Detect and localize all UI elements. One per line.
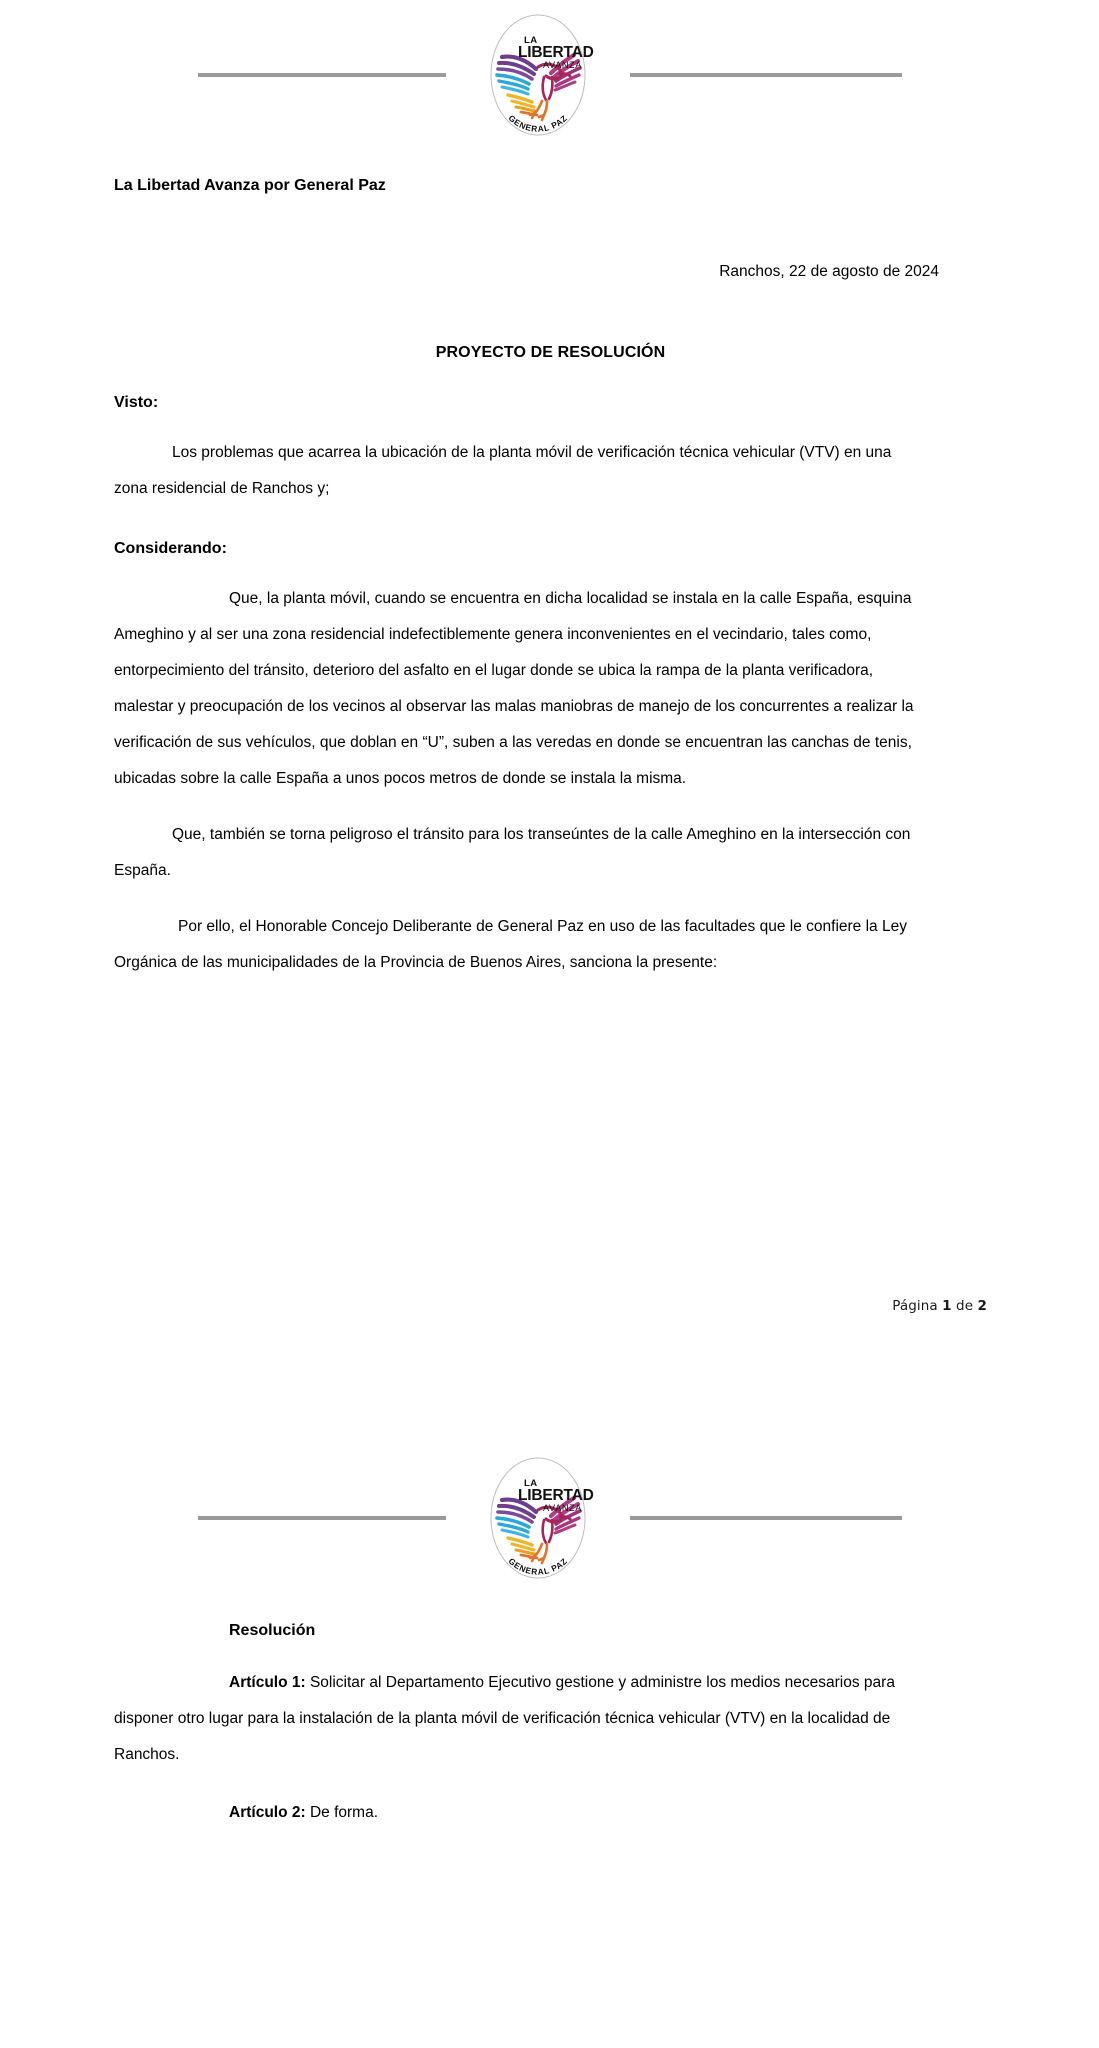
article-1-label: Artículo 1: [229,1674,306,1691]
section-label-considerando: Considerando: [114,540,227,557]
logo-text-la-page2: LA [523,1478,537,1489]
page-2-header [0,1375,1099,1575]
logo-text-la: LA [523,35,537,46]
footer-prefix: Página [892,1298,943,1314]
article-2-text: De forma. [305,1804,379,1821]
article-1 [114,1665,914,1773]
logo-text-avanza-page2: AVANZA [542,1503,582,1513]
document-page-2 [0,1375,1099,2048]
page-2-body [0,1619,1099,1831]
considerando-paragraph-2: Que, también se torna peligroso el tránsito para los transeúntes de la calle Ameghino en la intersección con España. [114,826,911,879]
article-1-text: Solicitar al Departamento Ejecutivo gestione y administre los medios necesarios para disponer otro lugar para la instalación de la planta móvil de verificación técnica vehicular (VTV) en la localidad de Ranchos. [114,1674,895,1763]
logo-text-general-paz: GENERAL PAZ [506,112,569,134]
visto-paragraph: Los problemas que acarrea la ubicación de la planta móvil de verificación técnica vehicular (VTV) en una zona residencial de Ranchos y; [114,444,892,497]
page-title: PROYECTO DE RESOLUCIÓN [435,344,666,361]
article-2 [114,1795,914,1831]
lla-general-paz-logo-icon [468,11,608,139]
footer-current-page: 1 [942,1298,952,1314]
header-rule-right [630,73,902,77]
header-rule-left [198,73,446,77]
logo-text-general-paz-page2: GENERAL PAZ [506,1555,569,1577]
logo-text-libertad: LIBERTAD [517,44,594,61]
page-1-header [0,0,1099,132]
organization-title: La Libertad Avanza por General Paz [114,177,386,194]
considerando-paragraph-1: Que, la planta móvil, cuando se encuentra en dicha localidad se instala en la calle España, esquina Ameghino y al ser una zona residencial indefectiblemente genera inconvenientes en el vecindario, tales como, entorpecimiento del tránsito, deterioro del asfalto en el lugar donde se ubica la rampa de la planta verificadora, malestar y preocupación de los vecinos al observar las malas maniobras de manejo de los concurrentes a realizar la verificación de sus vehículos, que doblan en “U”, suben a las veredas en donde se encuentran las canchas de tenis, ubicadas sobre la calle España a unos pocos metros de donde se instala la misma. [114,590,914,787]
logo-text-avanza: AVANZA [542,60,582,70]
footer-total-pages: 2 [977,1298,987,1314]
considerando-paragraph-3: Por ello, el Honorable Concejo Deliberante de General Paz en uso de las facultades que le confiere la Ley Orgánica de las municipalidades de la Provincia de Buenos Aires, sanciona la presente: [114,918,907,971]
footer-middle: de [951,1298,978,1314]
article-2-label: Artículo 2: [229,1804,306,1821]
resolution-heading: Resolución [229,1622,316,1639]
header-rule-left-page2 [198,1516,446,1520]
section-label-visto: Visto: [114,394,159,411]
logo-text-libertad-page2: LIBERTAD [517,1487,594,1504]
date-line: Ranchos, 22 de agosto de 2024 [719,263,939,280]
page-number-footer [892,1297,987,1315]
header-rule-right-page2 [630,1516,902,1520]
page-1-body [0,174,1099,981]
lla-general-paz-logo-icon-page2 [468,1454,608,1582]
